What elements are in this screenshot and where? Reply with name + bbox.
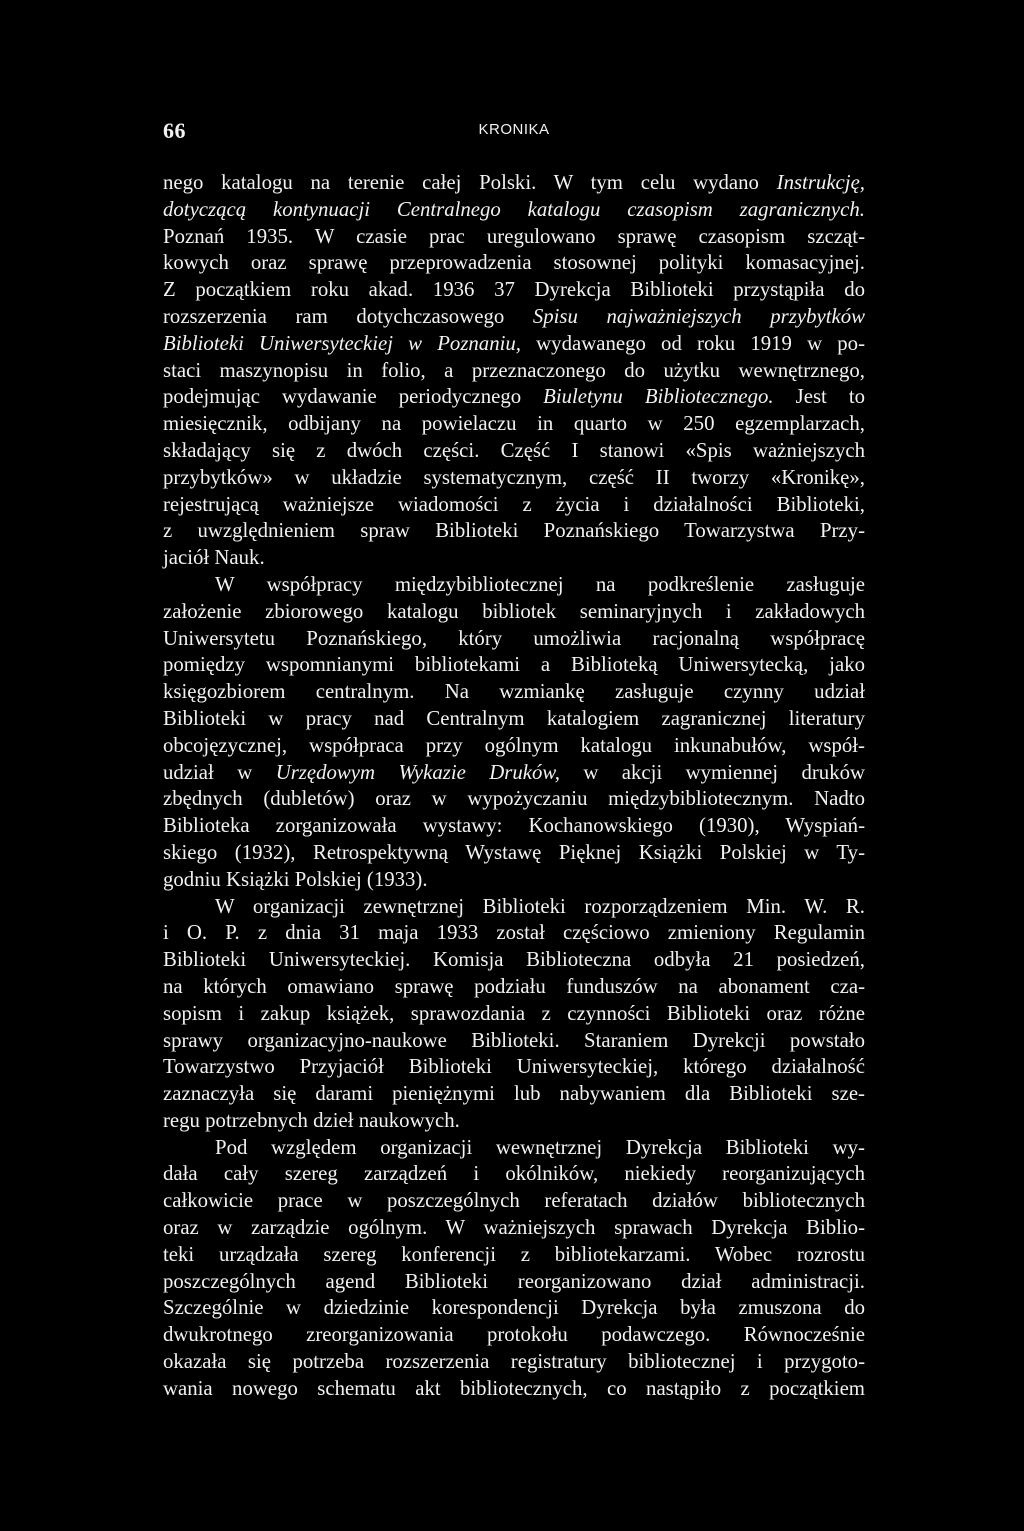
text-run: Biblioteki Uniwersyteckiej. Komisja Biblioteczna odbyła 21 posiedzeń, [163, 948, 865, 972]
italic-title-text: Biuletynu Bibliotecznego. [543, 385, 774, 409]
text-line [163, 197, 865, 224]
text-line [163, 224, 865, 251]
text-line [163, 250, 865, 277]
italic-title-text: Instrukcję, [776, 171, 865, 194]
text-line [163, 277, 865, 304]
text-run: jaciół Nauk. [163, 546, 265, 570]
text-line [163, 652, 865, 679]
text-line [163, 465, 865, 492]
italic-title-text: dotyczącą kontynuacji Centralnego katalogu czasopism zagranicznych. [163, 197, 865, 221]
text-run: poszczególnych agend Biblioteki reorganizowano dział administracji. [163, 1269, 865, 1293]
text-line [163, 572, 865, 599]
text-line [163, 1054, 865, 1081]
text-run: zbędnych (dubletów) oraz w wypożyczaniu międzybibliotecznym. Nadto [163, 787, 865, 811]
text-run: Szczególnie w dziedzinie korespondencji Dyrekcja była zmuszona do [163, 1296, 865, 1320]
text-run: Z początkiem roku akad. 1936 37 Dyrekcja Biblioteki przystąpiła do [163, 278, 865, 302]
text-run: regu potrzebnych dzieł naukowych. [163, 1108, 460, 1132]
text-run: wania nowego schematu akt bibliotecznych, co nastąpiło z początkiem [163, 1376, 865, 1400]
text-run: W organizacji zewnętrznej Biblioteki rozporządzeniem Min. W. R. [215, 894, 865, 918]
text-run: w akcji wymiennej druków [559, 760, 866, 784]
text-run: dała cały szereg zarządzeń i okólników, niekiedy reorganizujących [163, 1162, 865, 1186]
italic-title-text: Spisu najważniejszych przybytków [532, 304, 866, 328]
text-run: teki urządzała szereg konferencji z bibliotekarzami. Wobec rozrostu [163, 1242, 865, 1266]
text-run: sopism i zakup książek, sprawozdania z czynności Biblioteki oraz różne [163, 1001, 865, 1025]
italic-title-text: Urzędowym Wykazie Druków, [275, 760, 560, 784]
text-line [163, 1081, 865, 1108]
text-line [163, 1242, 865, 1269]
text-run: Uniwersytetu Poznańskiego, który umożliwia racjonalną współpracę [163, 626, 865, 650]
text-run: oraz w zarządzie ogólnym. W ważniejszych sprawach Dyrekcja Biblio- [163, 1216, 865, 1240]
italic-title-text: Biblioteki Uniwersyteckiej w Poznaniu, [163, 331, 521, 355]
page-header [163, 118, 865, 144]
text-line [163, 438, 865, 465]
text-line [163, 358, 865, 385]
text-line [163, 679, 865, 706]
text-run: W współpracy międzybibliotecznej na podkreślenie zasługuje [215, 572, 865, 596]
text-run: składający się z dwóch części. Część I stanowi «Spis ważniejszych [163, 438, 865, 462]
text-line [163, 1215, 865, 1242]
text-line [163, 1322, 865, 1349]
text-run: godniu Książki Polskiej (1933). [163, 867, 428, 891]
text-run: przybytków» w układzie systematycznym, część II tworzy «Kronikę», [163, 465, 865, 489]
text-line [163, 1376, 865, 1403]
text-line [163, 411, 865, 438]
text-line [163, 170, 865, 197]
text-line [163, 840, 865, 867]
text-run: zaznaczyła się darami pieniężnymi lub nabywaniem dla Biblioteki sze- [163, 1082, 865, 1106]
text-line [163, 1349, 865, 1376]
text-line [163, 626, 865, 653]
text-line [163, 1295, 865, 1322]
text-line [163, 492, 865, 519]
text-line [163, 733, 865, 760]
text-line [163, 894, 865, 921]
text-run: okazała się potrzeba rozszerzenia registratury bibliotecznej i przygoto- [163, 1350, 865, 1374]
text-line [163, 545, 865, 572]
text-run: wydawanego od roku 1919 w po- [520, 331, 865, 355]
text-run: z uwzględnieniem spraw Biblioteki Poznańskiego Towarzystwa Przy- [163, 519, 865, 543]
text-run: sprawy organizacyjno-naukowe Biblioteki. Staraniem Dyrekcji powstało [163, 1028, 865, 1052]
text-line [163, 974, 865, 1001]
text-run: Jest to [773, 385, 866, 409]
text-line [163, 1028, 865, 1055]
text-run: udział w [163, 760, 276, 784]
text-line [163, 920, 865, 947]
text-line [163, 947, 865, 974]
text-run: podejmując wydawanie periodycznego [163, 385, 544, 409]
text-line [163, 331, 865, 358]
text-run: rejestrującą ważniejsze wiadomości z życia i działalności Biblioteki, [163, 492, 865, 516]
text-run: staci maszynopisu in folio, a przeznaczonego do użytku wewnętrznego, [163, 358, 865, 382]
text-run: Pod względem organizacji wewnętrznej Dyrekcja Biblioteki wy- [215, 1135, 865, 1159]
text-run: obcojęzycznej, współpraca przy ogólnym katalogu inkunabułów, współ- [163, 733, 865, 757]
text-line [163, 1188, 865, 1215]
text-run: założenie zbiorowego katalogu bibliotek seminaryjnych i zakładowych [163, 599, 865, 623]
text-run: całkowicie prace w poszczególnych referatach działów bibliotecznych [163, 1189, 865, 1213]
text-run: pomiędzy wspomnianymi bibliotekami a Biblioteką Uniwersytecką, jako [163, 653, 865, 677]
text-run: Biblioteki w pracy nad Centralnym katalogiem zagranicznej literatury [163, 706, 865, 730]
text-run: rozszerzenia ram dotychczasowego [163, 304, 533, 328]
page-number: 66 [163, 118, 186, 143]
text-line [163, 813, 865, 840]
text-line [163, 384, 865, 411]
text-line [163, 1108, 865, 1135]
text-line [163, 786, 865, 813]
text-run: kowych oraz sprawę przeprowadzenia stosownej polityki komasacyjnej. [163, 251, 865, 275]
running-head: KRONIKA [478, 121, 550, 138]
text-run: Biblioteka zorganizowała wystawy: Kochanowskiego (1930), Wyspiań- [163, 814, 865, 838]
text-line [163, 304, 865, 331]
text-line [163, 1161, 865, 1188]
text-line [163, 706, 865, 733]
text-line [163, 1269, 865, 1296]
text-run: miesięcznik, odbijany na powielaczu in quarto w 250 egzemplarzach, [163, 412, 865, 436]
text-line [163, 867, 865, 894]
text-run: dwukrotnego zreorganizowania protokołu podawczego. Równocześnie [163, 1323, 865, 1347]
text-run: księgozbiorem centralnym. Na wzmiankę zasługuje czynny udział [163, 680, 865, 704]
text-run: skiego (1932), Retrospektywną Wystawę Pięknej Książki Polskiej w Ty- [163, 840, 865, 864]
text-line [163, 760, 865, 787]
text-line [163, 518, 865, 545]
body-text [163, 170, 865, 1403]
text-line [163, 1001, 865, 1028]
text-line [163, 599, 865, 626]
text-run: i O. P. z dnia 31 maja 1933 został częściowo zmieniony Regulamin [163, 921, 865, 945]
text-run: Poznań 1935. W czasie prac uregulowano sprawę czasopism szcząt- [163, 224, 865, 248]
text-run: na których omawiano sprawę podziału funduszów na abonament cza- [163, 974, 865, 998]
text-run: nego katalogu na terenie całej Polski. W tym celu wydano [163, 171, 777, 194]
text-run: Towarzystwo Przyjaciół Biblioteki Uniwersyteckiej, którego działalność [163, 1055, 865, 1079]
text-line [163, 1135, 865, 1162]
